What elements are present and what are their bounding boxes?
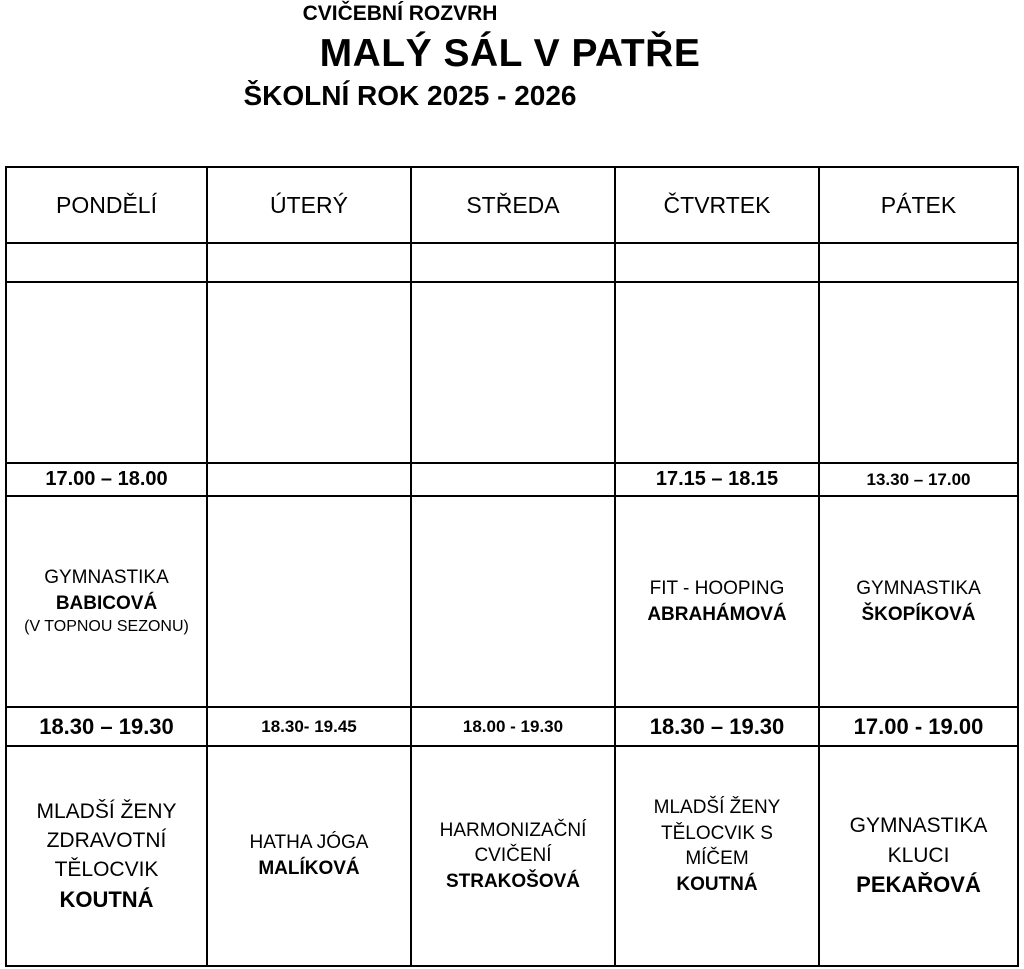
activity-note: (V TOPNOU SEZONU)	[24, 618, 189, 636]
time-slot: 18.30 – 19.30	[649, 713, 785, 739]
trainer-name: MALÍKOVÁ	[258, 858, 360, 879]
activity-line: MLADŠÍ ŽENY	[653, 797, 781, 818]
time-slot	[412, 464, 614, 495]
table-divider	[5, 242, 1019, 244]
activity-line: TĚLOCVIK S	[661, 822, 773, 844]
trainer-name: KOUTNÁ	[59, 886, 154, 912]
trainer-name: BABICOVÁ	[55, 592, 158, 614]
day-header-thursday: ČTVRTEK	[663, 191, 771, 218]
time-slot: 17.00 - 19.00	[853, 713, 984, 739]
table-border-bottom	[5, 965, 1019, 967]
time-slot	[208, 464, 410, 495]
activity-cell	[208, 747, 410, 965]
time-slot: 18.00 - 19.30	[462, 716, 564, 736]
trainer-name: PEKAŘOVÁ	[856, 871, 981, 897]
activity-cell	[820, 497, 1017, 706]
time-slot: 17.15 – 18.15	[655, 468, 779, 490]
activity-name: GYMNASTIKA	[856, 577, 981, 599]
activity-cell	[820, 747, 1017, 965]
school-year: ŠKOLNÍ ROK 2025 - 2026	[243, 80, 577, 111]
day-header-tuesday: ÚTERÝ	[270, 191, 348, 218]
activity-line: MLADŠÍ ŽENY	[36, 799, 177, 823]
activity-cell	[616, 497, 818, 706]
trainer-name: ABRAHÁMOVÁ	[647, 603, 787, 625]
time-slot: 18.30 – 19.30	[39, 713, 174, 739]
activity-line: HARMONIZAČNÍ	[439, 819, 587, 841]
activity-line: MÍČEM	[685, 848, 749, 870]
time-slot: 17.00 – 18.00	[45, 468, 168, 490]
activity-line: GYMNASTIKA	[849, 814, 988, 838]
trainer-name: ŠKOPÍKOVÁ	[861, 603, 976, 625]
activity-line: TĚLOCVIK	[54, 858, 159, 882]
trainer-name: STRAKOŠOVÁ	[445, 870, 581, 892]
activity-name: FIT - HOOPING	[649, 577, 785, 599]
time-slot: 13.30 – 17.00	[866, 469, 971, 489]
schedule-subtitle: CVIČEBNÍ ROZVRH	[302, 2, 498, 25]
activity-cell	[616, 747, 818, 965]
activity-cell	[7, 497, 206, 706]
activity-cell	[7, 747, 206, 965]
activity-line: ZDRAVOTNÍ	[46, 828, 167, 852]
activity-cell	[412, 747, 614, 965]
page-title: MALÝ SÁL V PATŘE	[319, 32, 701, 75]
time-slot: 18.30- 19.45	[261, 716, 357, 736]
activity-line: CVIČENÍ	[474, 845, 552, 867]
table-divider	[5, 281, 1019, 283]
table-border-right	[1017, 167, 1019, 967]
trainer-name: KOUTNÁ	[676, 873, 758, 895]
day-header-friday: PÁTEK	[880, 191, 957, 218]
day-header-wednesday: STŘEDA	[466, 191, 560, 218]
day-header-monday: PONDĚLÍ	[56, 191, 157, 218]
activity-line: HATHA JÓGA	[249, 832, 369, 854]
activity-line: KLUCI	[887, 843, 950, 867]
activity-name: GYMNASTIKA	[44, 567, 169, 589]
